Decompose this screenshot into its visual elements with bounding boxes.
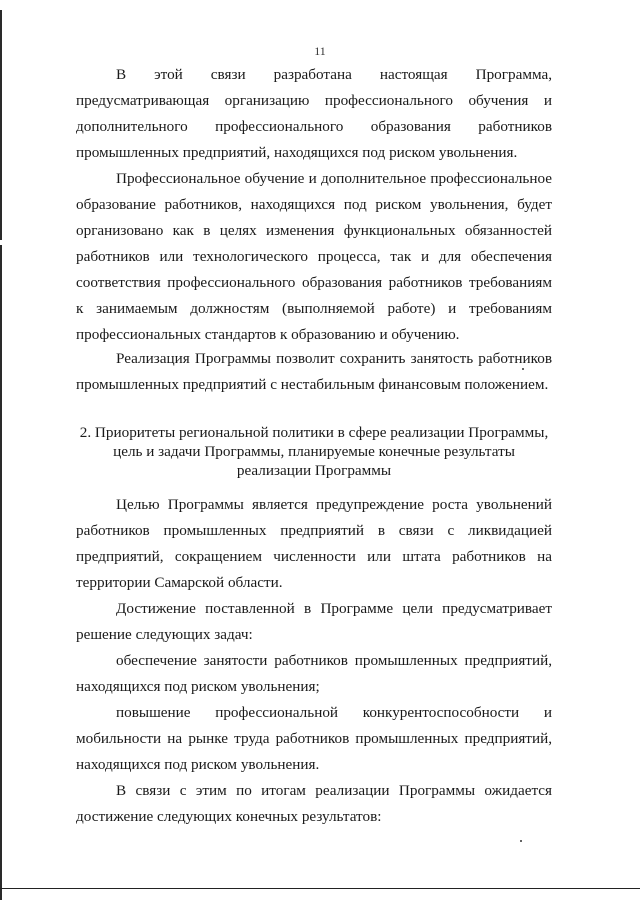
paragraph-program-goal: Целью Программы является предупреждение роста увольнений работников промышленных предприятий в связи с ликвидацией предприятий, сокращением численности или штата работников на территории Самарской области. bbox=[76, 496, 552, 591]
list-item-task-employment: обеспечение занятости работников промышленных предприятий, находящихся под риском увольнения; bbox=[76, 652, 552, 695]
section-heading-line: реализации Программы bbox=[236, 462, 392, 479]
section-heading-line: 2. Приоритеты региональной политики в сфере реализации Программы, bbox=[79, 424, 549, 441]
list-item-task-competitiveness: повышение профессиональной конкурентоспособности и мобильности на рынке труда работников промышленных предприятий, находящихся под риском увольнения. bbox=[76, 704, 552, 773]
bottom-rule bbox=[0, 888, 640, 889]
scan-speck bbox=[520, 840, 522, 842]
paragraph-expected-results: В связи с этим по итогам реализации Программы ожидается достижение следующих конечных результатов: bbox=[76, 782, 552, 825]
section-heading bbox=[76, 423, 552, 480]
paragraph-program-implementation: Реализация Программы позволит сохранить занятость работников промышленных предприятий с нестабильным финансовым положением. bbox=[76, 350, 552, 393]
section-heading-line: цель и задачи Программы, планируемые конечные результаты bbox=[113, 443, 515, 460]
page-number: 11 bbox=[314, 44, 326, 58]
paragraph-program-development: В этой связи разработана настоящая Программа, предусматривающая организацию профессионального обучения и дополнительного профессионального образования работников промышленных предприятий, находящихся под риском увольнения. bbox=[76, 66, 552, 161]
paragraph-professional-training: Профессиональное обучение и дополнительное профессиональное образование работников, находящихся под риском увольнения, будет организовано как в целях изменения функциональных обязанностей работников или технологического процесса, так и для обеспечения соответствия профессионального образования работников требованиям к занимаемым должностям (выполняемой работе) и требованиям профессиональных стандартов к образованию и обучению. bbox=[76, 170, 552, 343]
paragraph-goal-achievement: Достижение поставленной в Программе цели предусматривает решение следующих задач: bbox=[76, 600, 552, 643]
scan-speck bbox=[522, 368, 524, 370]
scan-edge-mark bbox=[0, 245, 2, 900]
